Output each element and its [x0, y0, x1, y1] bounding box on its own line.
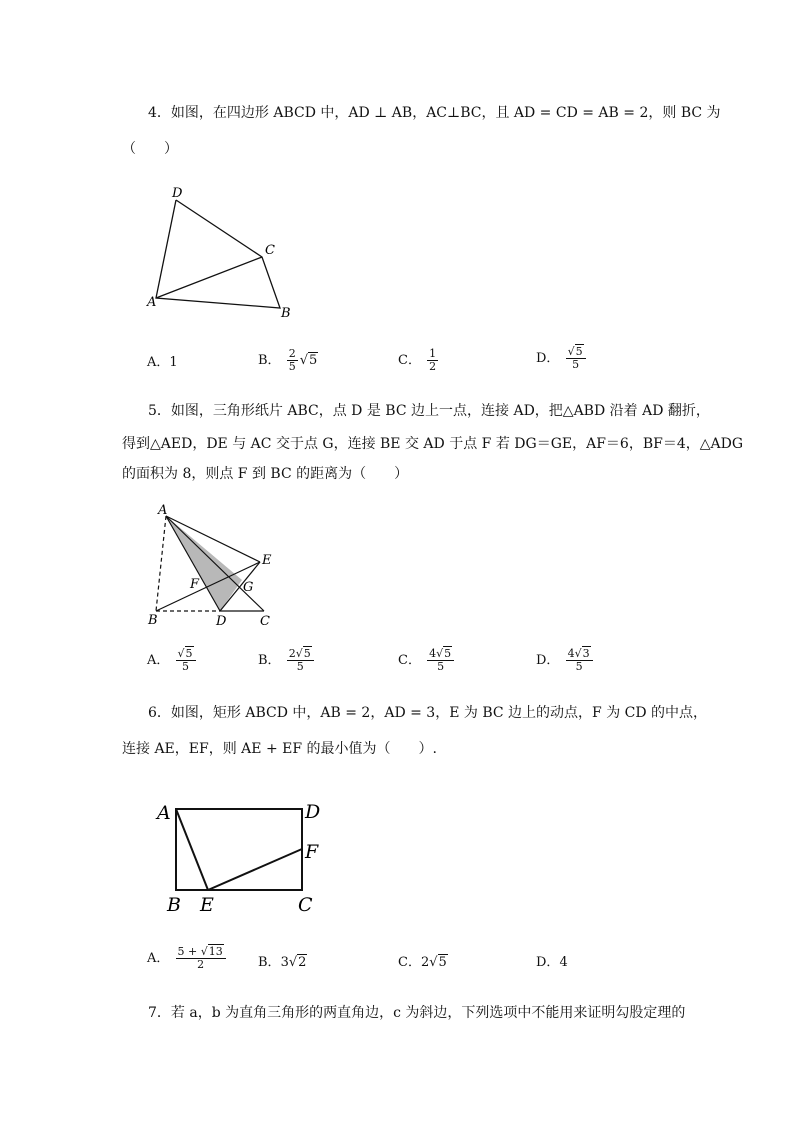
- q7-stem: 7．若 a，b 为直角三角形的两直角边，c 为斜边，下列选项中不能用来证明勾股定理的: [148, 1005, 686, 1021]
- q5-stem-line1: 5．如图，三角形纸片 ABC，点 D 是 BC 边上一点，连接 AD，把△ABD 沿着 AD 翻折，: [148, 403, 710, 419]
- q6-rectangle-abcd: [176, 809, 302, 890]
- q5-option-c[interactable]: C． $\frac{4√5}{5}$: [398, 648, 456, 673]
- q6-stem-line2: 连接 AE，EF，则 AE + EF 的最小值为（ ）.: [122, 741, 437, 757]
- q6-label-c: C: [298, 894, 313, 916]
- q5-label-a: A: [158, 503, 168, 518]
- q5-label-b: B: [148, 613, 158, 628]
- q6-segment-ef: [208, 849, 302, 890]
- q5-stem-line3: 的面积为 8，则点 F 到 BC 的距离为（ ）: [122, 466, 409, 482]
- q6-label-f: F: [305, 841, 319, 863]
- q6-label-a: A: [157, 802, 171, 824]
- q5-label-d: D: [216, 614, 227, 629]
- q4-label-d: D: [172, 186, 183, 201]
- q5-option-b[interactable]: B． $\frac{2√5}{5}$: [258, 648, 316, 673]
- q4-option-c[interactable]: C． $\frac{1}{2}$: [398, 347, 437, 373]
- q5-label-c: C: [260, 614, 270, 629]
- q4-label-a: A: [147, 295, 157, 310]
- q4-option-d[interactable]: D． $\frac{√5}{5}$: [536, 346, 588, 371]
- q6-option-c[interactable]: C．2√5: [398, 955, 447, 970]
- q4-option-b[interactable]: B． $\frac{2}{5}$ √5: [258, 347, 318, 373]
- q6-label-e: E: [200, 894, 214, 916]
- q6-stem-line1: 6．如图，矩形 ABCD 中，AB = 2，AD = 3，E 为 BC 边上的动点，F 为 CD 的中点，: [148, 705, 708, 721]
- q5-option-d[interactable]: D． $\frac{4√3}{5}$: [536, 648, 595, 673]
- q5-stem-line2: 得到△AED，DE 与 AC 交于点 G，连接 BE 交 AD 于点 F 若 DG＝GE，AF＝6，BF＝4，△ADG: [122, 436, 744, 452]
- q5-option-a[interactable]: A． $\frac{√5}{5}$: [147, 648, 198, 673]
- q6-option-b[interactable]: B．3√2: [258, 955, 307, 970]
- q6-segment-ae: [176, 809, 208, 890]
- q5-label-f: F: [190, 577, 200, 592]
- q4-stem: 4．如图，在四边形 ABCD 中，AD ⊥ AB，AC⊥BC，且 AD = CD = AB = 2，则 BC 为: [148, 105, 721, 121]
- q4-option-a[interactable]: A．1: [147, 355, 178, 370]
- q5-label-g: G: [243, 580, 254, 595]
- q6-label-b: B: [167, 894, 181, 916]
- q6-option-a[interactable]: A． $\frac{5 + √13}{2}$: [147, 946, 228, 971]
- q4-answer-paren: （ ）: [122, 141, 178, 157]
- q4-label-b: B: [281, 306, 291, 321]
- q6-option-d[interactable]: D．4: [536, 955, 568, 970]
- q6-label-d: D: [305, 801, 321, 823]
- q5-label-e: E: [262, 553, 272, 568]
- q4-label-c: C: [265, 243, 275, 258]
